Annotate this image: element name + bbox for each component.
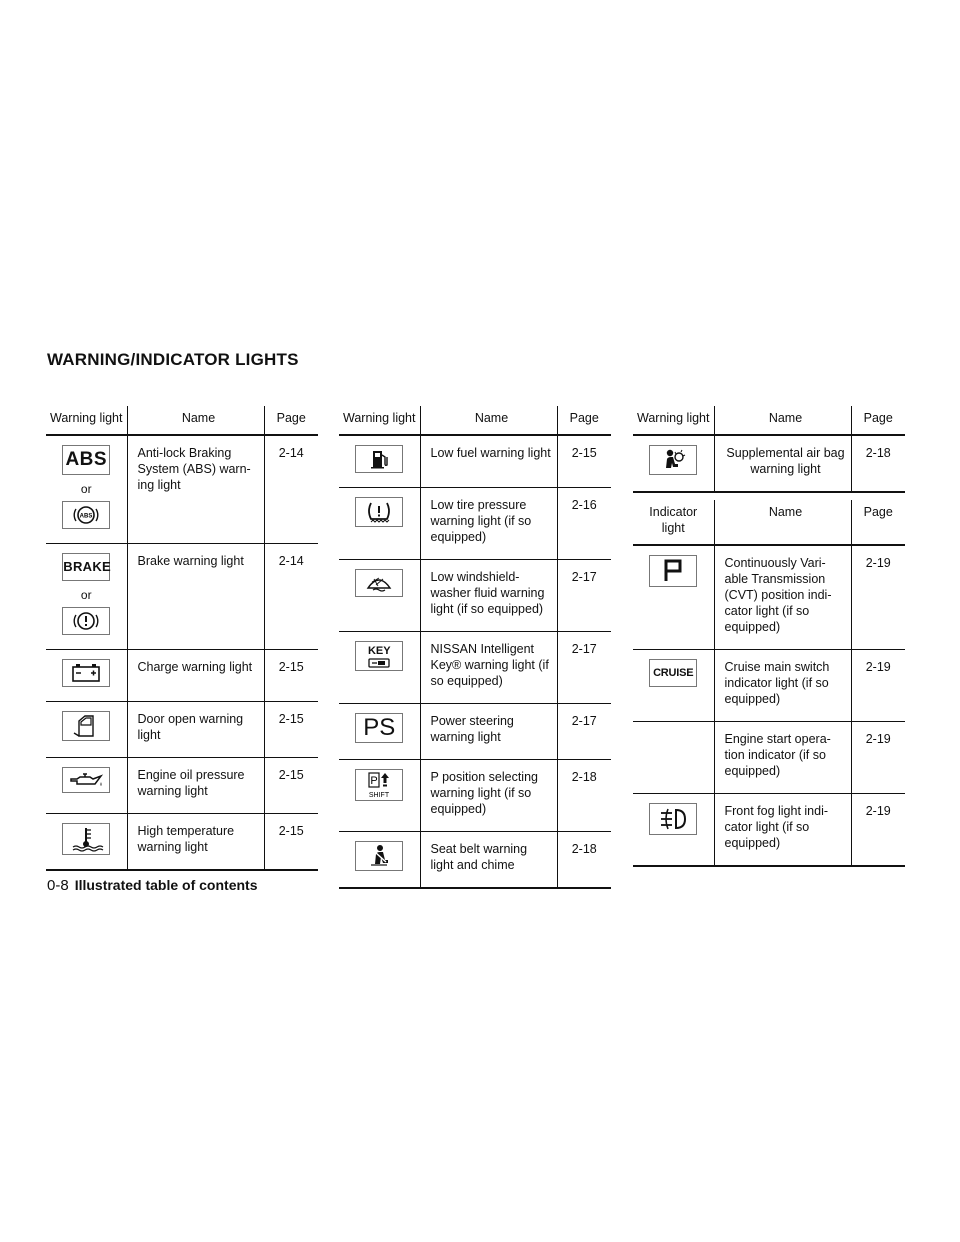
abs-icon: ABS — [62, 445, 110, 475]
row-page: 2-19 — [851, 794, 905, 867]
row-name: Cruise main switch indicator light (if so equipped) — [714, 650, 851, 722]
header-warning-light: Warning light — [633, 406, 714, 435]
engine-start-icon-cell — [633, 722, 714, 794]
row-page: 2-17 — [557, 560, 611, 632]
row-name: Power steering warning light — [420, 704, 557, 760]
airbag-icon — [649, 445, 697, 475]
brake-icon: BRAKE — [62, 553, 110, 581]
row-name: Supplemental air bag warning light — [714, 435, 851, 492]
header-page: Page — [557, 406, 611, 435]
row-page: 2-15 — [264, 650, 318, 702]
svg-text:P: P — [370, 775, 378, 787]
header-page: Page — [264, 406, 318, 435]
table-row — [46, 435, 318, 544]
table-header-row — [339, 406, 611, 435]
row-page: 2-18 — [557, 760, 611, 832]
thermometer-icon — [62, 823, 110, 855]
row-page: 2-15 — [264, 814, 318, 871]
row-name: Front fog light indi- cator light (if so equipped) — [714, 794, 851, 867]
washer-fluid-icon — [355, 569, 403, 597]
svg-text:ABS: ABS — [79, 513, 93, 520]
indicator-table — [633, 500, 905, 867]
row-page: 2-19 — [851, 722, 905, 794]
header-name: Name — [714, 500, 851, 545]
row-name: Engine oil pressure warning light — [127, 758, 264, 814]
key-icon: KEY — [355, 641, 403, 671]
row-page: 2-17 — [557, 632, 611, 704]
table-row — [339, 832, 611, 889]
warning-table-3 — [633, 406, 905, 493]
row-name: NISSAN Intelligent Key® warning light (if so equipped) — [420, 632, 557, 704]
table-row — [46, 544, 318, 650]
table-row — [339, 760, 611, 832]
table-row — [46, 758, 318, 814]
row-page: 2-15 — [264, 702, 318, 758]
oil-can-icon — [62, 767, 110, 793]
table-row — [339, 704, 611, 760]
row-name: Engine start opera- tion indicator (if so equipped) — [714, 722, 851, 794]
battery-icon — [62, 659, 110, 687]
row-page: 2-15 — [557, 435, 611, 488]
header-page: Page — [851, 406, 905, 435]
page-number: 0-8 — [47, 877, 69, 894]
row-name: High temperature warning light — [127, 814, 264, 871]
row-page: 2-18 — [557, 832, 611, 889]
brake-circle-icon — [62, 607, 110, 635]
header-name: Name — [420, 406, 557, 435]
table-row — [633, 794, 905, 867]
row-name: Low windshield- washer fluid warning light (if so equipped) — [420, 560, 557, 632]
row-page: 2-14 — [264, 435, 318, 544]
table-row — [339, 488, 611, 560]
table-header-row — [633, 406, 905, 435]
table-row — [339, 560, 611, 632]
table-row — [46, 814, 318, 871]
power-steering-icon: PS — [355, 713, 403, 743]
warning-table-2 — [339, 406, 611, 889]
row-page: 2-15 — [264, 758, 318, 814]
row-name: Low tire pressure warning light (if so equipped) — [420, 488, 557, 560]
table-row — [339, 435, 611, 488]
footer-title: Illustrated table of contents — [74, 877, 258, 893]
row-name: Continuously Vari- able Transmission (CVT) position indi- cator light (if so equipped) — [714, 545, 851, 650]
header-indicator-light: Indicator light — [633, 500, 714, 545]
row-page: 2-19 — [851, 650, 905, 722]
header-name: Name — [714, 406, 851, 435]
or-label: or — [80, 588, 92, 602]
table-row — [633, 545, 905, 650]
cruise-icon: CRUISE — [649, 659, 697, 687]
tire-pressure-icon — [355, 497, 403, 527]
row-page: 2-19 — [851, 545, 905, 650]
or-label: or — [80, 482, 92, 496]
fuel-pump-icon — [355, 445, 403, 473]
row-name: Charge warning light — [127, 650, 264, 702]
header-warning-light: Warning light — [339, 406, 420, 435]
table-row — [633, 435, 905, 492]
seat-belt-icon — [355, 841, 403, 871]
row-page: 2-14 — [264, 544, 318, 650]
row-name: P position selecting warning light (if so equipped) — [420, 760, 557, 832]
header-name: Name — [127, 406, 264, 435]
row-page: 2-18 — [851, 435, 905, 492]
header-page: Page — [851, 500, 905, 545]
door-open-icon — [62, 711, 110, 741]
warning-table-1 — [46, 406, 318, 871]
header-warning-light: Warning light — [46, 406, 127, 435]
section-title: WARNING/INDICATOR LIGHTS — [47, 350, 299, 369]
svg-text:SHIFT: SHIFT — [369, 792, 390, 799]
abs-circle-icon — [62, 501, 110, 529]
row-name: Brake warning light — [127, 544, 264, 650]
table-row — [46, 650, 318, 702]
table-header-row — [46, 406, 318, 435]
table-header-row — [633, 500, 905, 545]
p-shift-icon — [355, 769, 403, 801]
table-row — [633, 650, 905, 722]
table-row — [46, 702, 318, 758]
front-fog-icon — [649, 803, 697, 835]
row-name: Door open warning light — [127, 702, 264, 758]
row-page: 2-16 — [557, 488, 611, 560]
row-name: Seat belt warning light and chime — [420, 832, 557, 889]
row-name: Anti-lock Braking System (ABS) warn- ing light — [127, 435, 264, 544]
table-row — [339, 632, 611, 704]
page-footer — [47, 877, 258, 894]
row-page: 2-17 — [557, 704, 611, 760]
cvt-position-icon — [649, 555, 697, 587]
row-name: Low fuel warning light — [420, 435, 557, 488]
table-row — [633, 722, 905, 794]
